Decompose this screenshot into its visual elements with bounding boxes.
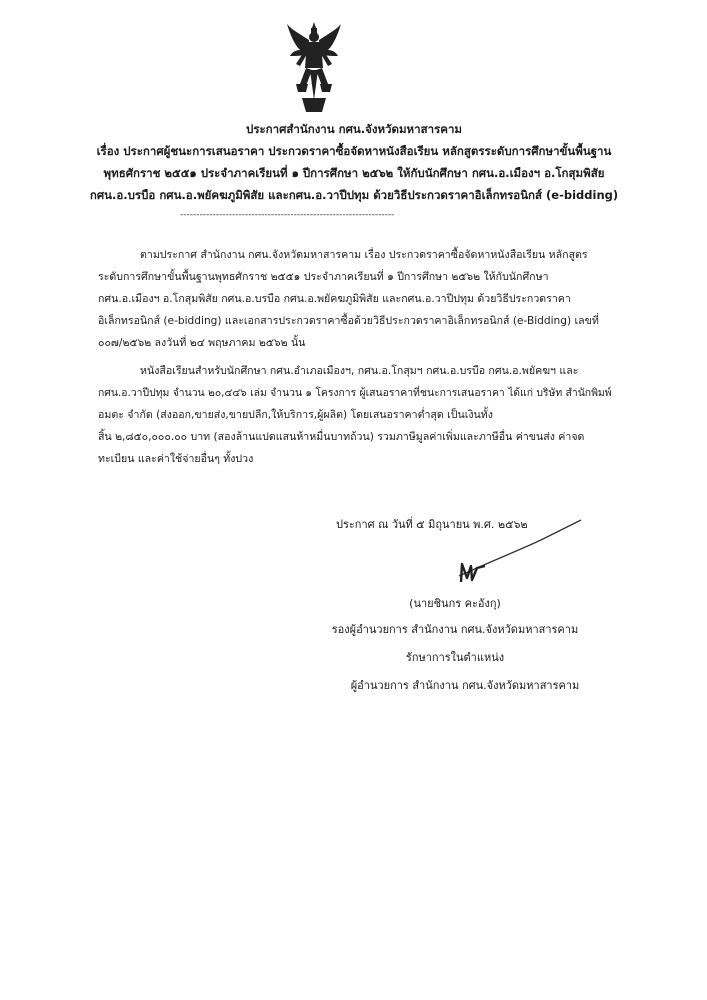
divider: ------------------------------------------------------------------ bbox=[180, 210, 395, 220]
paragraph-1-line: กศน.อ.เมืองฯ อ.โกสุมพิสัย กศน.อ.บรบือ กศน.อ.พยัคฆภูมิพิสัย และกศน.อ.วาปีปทุม ด้วยวิธีประกวดราคา bbox=[98, 293, 571, 305]
paragraph-2-line: กศน.อ.วาปีปทุม จำนวน ๒๐,๔๔๖ เล่ม จำนวน ๑ โครงการ ผู้เสนอราคาที่ชนะการเสนอราคา ได้แก่ บริษัท สำนักพิมพ์ bbox=[98, 387, 612, 399]
signer-title: รองผู้อำนวยการ สำนักงาน กศน.จังหวัดมหาสารคาม bbox=[331, 623, 579, 636]
paragraph-2-line: หนังสือเรียนสำหรับนักศึกษา กศน.อำเภอเมืองฯ, กศน.อ.โกสุมฯ กศน.อ.บรบือ กศน.อ.พยัคฆฯ และ bbox=[140, 365, 579, 377]
garuda-emblem-icon bbox=[286, 20, 342, 116]
signature-mark bbox=[458, 560, 488, 586]
paragraph-1-line: อิเล็กทรอนิกส์ (e-bidding) และเอกสารประกวดราคาซื้อด้วยวิธีประกวดราคาอิเล็กทรอนิกส์ (e-Bidding) เลขที่ bbox=[98, 315, 599, 327]
signer-acting-role: รักษาการในตำแหน่ง bbox=[405, 651, 505, 664]
paragraph-2-line: ทะเบียน และค่าใช้จ่ายอื่นๆ ทั้งปวง bbox=[98, 453, 254, 465]
header-subject-line-2: พุทธศักราช ๒๕๕๑ ประจำภาคเรียนที่ ๑ ปีการศึกษา ๒๕๖๒ ให้กับนักศึกษา กศน.อ.เมืองฯ อ.โกสุมพิสัย bbox=[103, 166, 605, 180]
header-subject-line-3: กศน.อ.บรบือ กศน.อ.พยัคฆภูมิพิสัย และกศน.อ.วาปีปทุม ด้วยวิธีประกวดราคาอิเล็กทรอนิกส์ (e-bidding) bbox=[89, 188, 619, 202]
header-subject-line-1: เรื่อง ประกาศผู้ชนะการเสนอราคา ประกวดราคาซื้อจัดหาหนังสือเรียน หลักสูตรระดับการศึกษาขั้นพื้นฐาน bbox=[96, 144, 612, 158]
signer-acting-title: ผู้อำนวยการ สำนักงาน กศน.จังหวัดมหาสารคาม bbox=[350, 679, 580, 692]
header-title: ประกาศสำนักงาน กศน.จังหวัดมหาสารคาม bbox=[246, 122, 462, 136]
paragraph-2-line: อมตะ จำกัด (ส่งออก,ขายส่ง,ขายปลีก,ให้บริการ,ผู้ผลิต) โดยเสนอราคาต่ำสุด เป็นเงินทั้ง bbox=[98, 409, 493, 421]
paragraph-2-line: สิ้น ๒,๘๕๐,๐๐๐.๐๐ บาท (สองล้านแปดแสนห้าหมื่นบาทถ้วน) รวมภาษีมูลค่าเพิ่มและภาษีอื่น ค่าขนส่ง ค่าจด bbox=[98, 431, 585, 443]
paragraph-1-line: ๐๐๗/๒๕๖๒ ลงวันที่ ๒๔ พฤษภาคม ๒๕๖๒ นั้น bbox=[98, 337, 306, 349]
paragraph-1-line: ตามประกาศ สำนักงาน กศน.จังหวัดมหาสารคาม เรื่อง ประกวดราคาซื้อจัดหาหนังสือเรียน หลักสูตร bbox=[140, 249, 588, 261]
paragraph-1-line: ระดับการศึกษาขั้นพื้นฐานพุทธศักราช ๒๕๕๑ ประจำภาคเรียนที่ ๑ ปีการศึกษา ๒๕๖๒ ให้กับนักศึกษา bbox=[98, 271, 549, 283]
signer-name: (นายชินกร คะอังกุ) bbox=[409, 597, 501, 610]
announcement-date: ประกาศ ณ วันที่ ๕ มิถุนายน พ.ศ. ๒๕๖๒ bbox=[336, 518, 528, 531]
